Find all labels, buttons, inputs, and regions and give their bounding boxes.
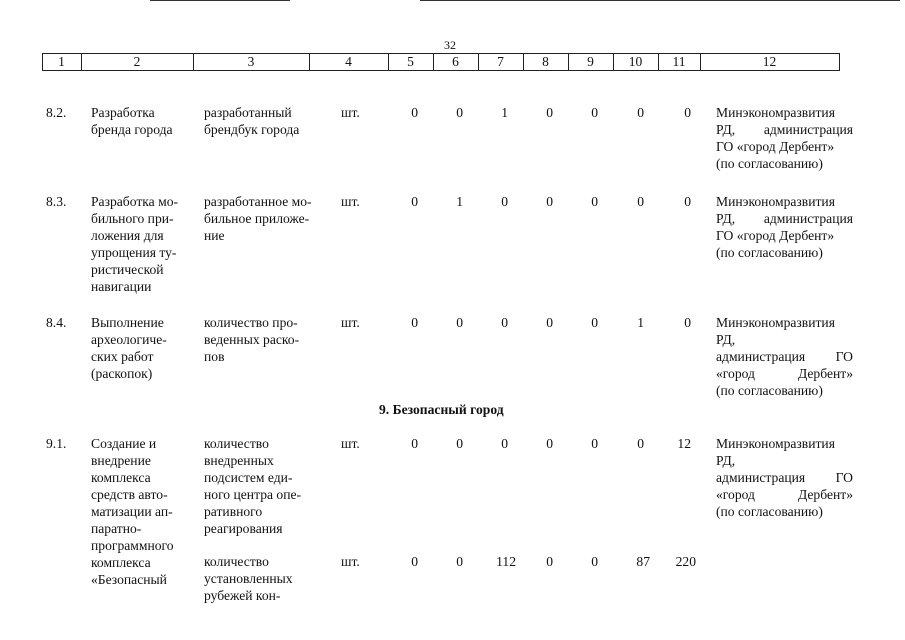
value-cell: 1 bbox=[501, 105, 508, 120]
value-cell: 0 bbox=[637, 194, 644, 209]
activity-name-line: комплекса bbox=[91, 555, 151, 570]
value-cell: 0 bbox=[456, 554, 463, 569]
indicator-line: рубежей кон- bbox=[204, 588, 281, 603]
row-number: 8.4. bbox=[46, 315, 67, 330]
column-header: 4 bbox=[345, 54, 352, 69]
responsible-line: администрация ГО bbox=[716, 349, 853, 364]
value-cell: 1 bbox=[637, 315, 644, 330]
value-cell: 0 bbox=[411, 194, 418, 209]
indicator-line: бильное приложе- bbox=[204, 211, 310, 226]
column-header: 1 bbox=[58, 54, 65, 69]
indicator-line: количество bbox=[204, 436, 269, 451]
value-cell: 0 bbox=[591, 194, 598, 209]
responsible-line: «город Дербент» bbox=[716, 487, 853, 502]
indicator-line: ного центра опе- bbox=[204, 487, 302, 502]
unit: шт. bbox=[341, 315, 360, 330]
header-divider bbox=[839, 53, 840, 70]
value-cell: 87 bbox=[636, 554, 650, 569]
indicator-line: пов bbox=[204, 349, 225, 364]
activity-name-line: упрощения ту- bbox=[91, 245, 177, 260]
column-header: 11 bbox=[672, 54, 686, 69]
value-cell: 0 bbox=[591, 105, 598, 120]
column-header: 5 bbox=[407, 54, 414, 69]
responsible-line: Минэкономразвития bbox=[716, 436, 835, 451]
value-cell: 0 bbox=[411, 315, 418, 330]
responsible-line: ГО «город Дербент» bbox=[716, 228, 835, 243]
value-cell: 0 bbox=[591, 436, 598, 451]
value-cell: 12 bbox=[677, 436, 691, 451]
activity-name-line: навигации bbox=[91, 279, 152, 294]
value-cell: 0 bbox=[637, 436, 644, 451]
column-header: 9 bbox=[587, 54, 594, 69]
responsible-line: администрация ГО bbox=[716, 470, 853, 485]
value-cell: 0 bbox=[411, 554, 418, 569]
activity-name-line: паратно- bbox=[91, 521, 142, 536]
indicator-line: подсистем еди- bbox=[204, 470, 293, 485]
scan-edge-line bbox=[150, 0, 290, 1]
unit: шт. bbox=[341, 554, 360, 569]
activity-name-line: Создание и bbox=[91, 436, 157, 451]
responsible-line: (по согласованию) bbox=[716, 156, 823, 171]
activity-name-line: Разработка мо- bbox=[91, 194, 179, 209]
activity-name-line: программного bbox=[91, 538, 174, 553]
value-cell: 0 bbox=[546, 315, 553, 330]
activity-name-line: археологиче- bbox=[91, 332, 167, 347]
responsible-line: «город Дербент» bbox=[716, 366, 853, 381]
activity-name-line: ских работ bbox=[91, 349, 154, 364]
indicator-line: брендбук города bbox=[204, 122, 300, 137]
activity-name-line: средств авто- bbox=[91, 487, 168, 502]
value-cell: 112 bbox=[496, 554, 516, 569]
responsible-line: РД, bbox=[716, 453, 736, 468]
page-number: 32 bbox=[444, 38, 456, 52]
indicator-line: установленных bbox=[204, 571, 293, 586]
value-cell: 0 bbox=[501, 194, 508, 209]
indicator-line: ративного bbox=[204, 504, 263, 519]
unit: шт. bbox=[341, 194, 360, 209]
row-number: 9.1. bbox=[46, 436, 67, 451]
value-cell: 0 bbox=[684, 194, 691, 209]
indicator-line: внедренных bbox=[204, 453, 274, 468]
value-cell: 0 bbox=[411, 436, 418, 451]
header-bottom-border bbox=[42, 70, 840, 71]
value-cell: 0 bbox=[684, 105, 691, 120]
column-header: 10 bbox=[628, 54, 643, 69]
indicator-line: количество bbox=[204, 554, 269, 569]
scan-edge-line bbox=[420, 0, 900, 1]
column-header: 12 bbox=[762, 54, 777, 69]
responsible-line: (по согласованию) bbox=[716, 504, 823, 519]
column-header: 2 bbox=[133, 54, 141, 69]
row-number: 8.3. bbox=[46, 194, 67, 209]
value-cell: 0 bbox=[546, 194, 553, 209]
indicator-line: разработанное мо- bbox=[204, 194, 312, 209]
activity-name-line: внедрение bbox=[91, 453, 151, 468]
activity-name-line: Разработка bbox=[91, 105, 155, 120]
indicator-line: веденных раско- bbox=[204, 332, 300, 347]
section-title: 9. Безопасный город bbox=[379, 402, 504, 417]
row-number: 8.2. bbox=[46, 105, 67, 120]
activity-name-line: Выполнение bbox=[91, 315, 164, 330]
column-header: 3 bbox=[247, 54, 255, 69]
responsible-line: ГО «город Дербент» bbox=[716, 139, 835, 154]
responsible-line: РД, bbox=[716, 332, 736, 347]
value-cell: 220 bbox=[675, 554, 696, 569]
unit: шт. bbox=[341, 436, 360, 451]
value-cell: 0 bbox=[684, 315, 691, 330]
value-cell: 0 bbox=[456, 315, 463, 330]
activity-name-line: ложения для bbox=[91, 228, 164, 243]
value-cell: 1 bbox=[456, 194, 463, 209]
value-cell: 0 bbox=[546, 554, 553, 569]
value-cell: 0 bbox=[501, 436, 508, 451]
value-cell: 0 bbox=[546, 105, 553, 120]
activity-name-line: (раскопок) bbox=[91, 366, 153, 381]
activity-name-line: матизации ап- bbox=[91, 504, 173, 519]
value-cell: 0 bbox=[411, 105, 418, 120]
indicator-line: ние bbox=[204, 228, 225, 243]
indicator-line: реагирования bbox=[204, 521, 283, 536]
value-cell: 0 bbox=[637, 105, 644, 120]
responsible-line: РД, администрация bbox=[716, 211, 853, 226]
responsible-line: (по согласованию) bbox=[716, 383, 823, 398]
value-cell: 0 bbox=[456, 105, 463, 120]
responsible-line: (по согласованию) bbox=[716, 245, 823, 260]
activity-name-line: ристической bbox=[91, 262, 164, 277]
activity-name-line: комплекса bbox=[91, 470, 151, 485]
unit: шт. bbox=[341, 105, 360, 120]
value-cell: 0 bbox=[591, 554, 598, 569]
activity-name-line: бильного при- bbox=[91, 211, 174, 226]
indicator-line: количество про- bbox=[204, 315, 298, 330]
responsible-line: РД, администрация bbox=[716, 122, 853, 137]
value-cell: 0 bbox=[591, 315, 598, 330]
value-cell: 0 bbox=[456, 436, 463, 451]
activity-name-line: «Безопасный bbox=[91, 572, 167, 587]
indicator-line: разработанный bbox=[204, 105, 292, 120]
value-cell: 0 bbox=[546, 436, 553, 451]
activity-name-line: бренда города bbox=[91, 122, 173, 137]
column-header: 7 bbox=[497, 54, 504, 69]
responsible-line: Минэкономразвития bbox=[716, 315, 835, 330]
responsible-line: Минэкономразвития bbox=[716, 194, 835, 209]
column-header: 8 bbox=[542, 54, 549, 69]
value-cell: 0 bbox=[501, 315, 508, 330]
responsible-line: Минэкономразвития bbox=[716, 105, 835, 120]
column-header: 6 bbox=[452, 54, 459, 69]
